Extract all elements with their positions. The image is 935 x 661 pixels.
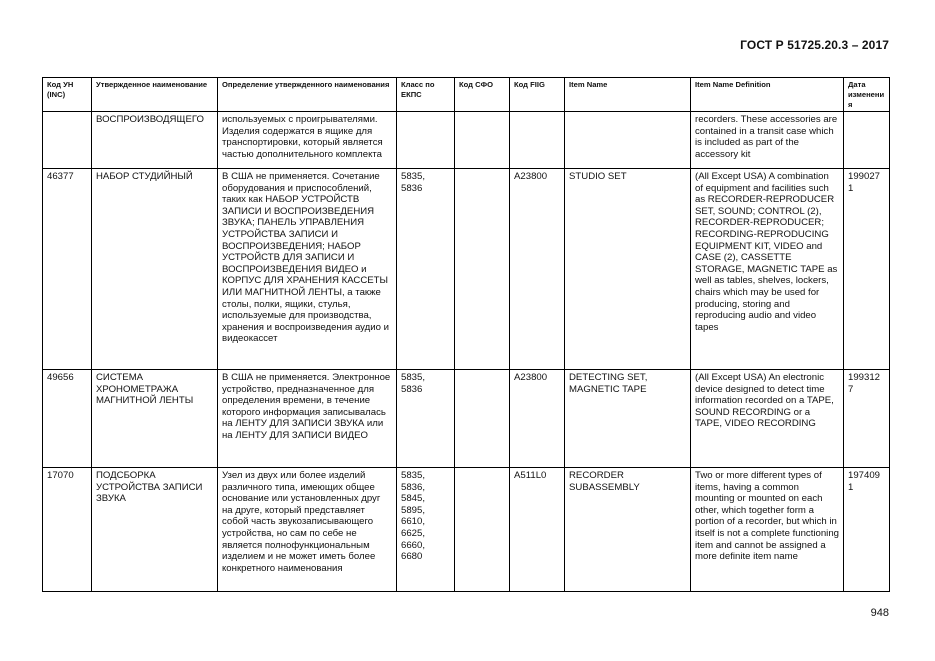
header-sfo-code: Код СФО: [455, 78, 510, 112]
cell-approved-name: ПОДСБОРКА УСТРОЙСТВА ЗАПИСИ ЗВУКА: [92, 468, 218, 592]
header-definition: Определение утвержденного наименования: [218, 78, 397, 112]
cell-definition: В США не применяется. Сочетание оборудования и приспособлений, таких как НАБОР УСТРОЙСТВ ЗАПИСИ И ВОСПРОИЗВЕДЕНИЯ ЗВУКА; ПАНЕЛЬ УПРАВЛЕНИЯ УСТРОЙСТВА ЗАПИСИ И ВОСПРОИЗВЕДЕНИЯ; НАБОР УСТРОЙСТВ ДЛЯ ЗАПИСИ И ВОСПРОИЗВЕДЕНИЯ ВИДЕО и КОРПУС ДЛЯ ХРАНЕНИЯ КАССЕТЫ ИЛИ МАГНИТНОЙ ЛЕНТЫ, а также столы, полки, ящики, стулья, используемые для производства, хранения и воспроизведения аудио и видеокассет: [218, 169, 397, 370]
cell-inc: 17070: [43, 468, 92, 592]
cell-item-name: DETECTING SET, MAGNETIC TAPE: [565, 370, 691, 468]
cell-item-name-definition: (All Except USA) A combination of equipment and facilities such as RECORDER-REPRODUCER SET, SOUND; CONTROL (2), RECORDER-REPRODUCER; RECORDING-REPRODUCING EQUIPMENT KIT, VIDEO and CASE (2), CASSETTE STORAGE, MAGNETIC TAPE as well as tables, shelves, lockers, chairs which may be used for producing, storing and reproducing audio and video tapes: [691, 169, 844, 370]
cell-ekps-class: 5835, 5836: [397, 169, 455, 370]
cell-item-name-definition: Two or more different types of items, having a common mounting or mounted on each other, which together form a portion of a recorder, but which in itself is not a complete functioning item and cannot be assigned a more definite item name: [691, 468, 844, 592]
table-row: [43, 169, 890, 370]
cell-item-name-definition: recorders. These accessories are contained in a transit case which is included as part of the accessory kit: [691, 112, 844, 169]
cell-approved-name: НАБОР СТУДИЙНЫЙ: [92, 169, 218, 370]
cell-ekps-class: [397, 112, 455, 169]
cell-definition: Узел из двух или более изделий различного типа, имеющих общее основание или установленных друг на друге, который представляет собой часть звукозаписывающего устройства, но сам по себе не является полнофункциональным изделием и не может иметь более конкретного наименования: [218, 468, 397, 592]
cell-inc: 46377: [43, 169, 92, 370]
cell-fiig-code: A23800: [510, 169, 565, 370]
table-header-row: [43, 78, 890, 112]
cell-approved-name: ВОСПРОИЗВОДЯЩЕГО: [92, 112, 218, 169]
header-approved-name: Утвержденное наименование: [92, 78, 218, 112]
cell-item-name: RECORDER SUBASSEMBLY: [565, 468, 691, 592]
document-title: ГОСТ Р 51725.20.3 – 2017: [740, 38, 889, 52]
classifier-table: [42, 77, 890, 592]
header-fiig-code: Код FIIG: [510, 78, 565, 112]
cell-change-date: 1974091: [844, 468, 890, 592]
cell-approved-name: СИСТЕМА ХРОНОМЕТРАЖА МАГНИТНОЙ ЛЕНТЫ: [92, 370, 218, 468]
cell-inc: 49656: [43, 370, 92, 468]
cell-definition: используемых с проигрывателями. Изделия содержатся в ящике для транспортировки, который является частью дополнительного комплекта: [218, 112, 397, 169]
cell-ekps-class: 5835, 5836, 5845, 5895, 6610, 6625, 6660, 6680: [397, 468, 455, 592]
cell-fiig-code: A511L0: [510, 468, 565, 592]
cell-sfo-code: [455, 112, 510, 169]
page-number: 948: [870, 607, 889, 619]
cell-item-name-definition: (All Except USA) An electronic device designed to detect time information recorded on a TAPE, SOUND RECORDING or a TAPE, VIDEO RECORDING: [691, 370, 844, 468]
header-ekps-class: Класс по ЕКПС: [397, 78, 455, 112]
cell-change-date: 1993127: [844, 370, 890, 468]
cell-sfo-code: [455, 468, 510, 592]
cell-change-date: 1990271: [844, 169, 890, 370]
header-change-date: Дата изменения: [844, 78, 890, 112]
table-row: [43, 112, 890, 169]
cell-fiig-code: A23800: [510, 370, 565, 468]
table-row: [43, 370, 890, 468]
cell-inc: [43, 112, 92, 169]
table-row: [43, 468, 890, 592]
cell-definition: В США не применяется. Электронное устройство, предназначенное для определения времени, в течение которого информация записывалась на ЛЕНТУ ДЛЯ ЗАПИСИ ЗВУКА или на ЛЕНТУ ДЛЯ ЗАПИСИ ВИДЕО: [218, 370, 397, 468]
cell-item-name: STUDIO SET: [565, 169, 691, 370]
header-item-name: Item Name: [565, 78, 691, 112]
header-inc: Код УН (INC): [43, 78, 92, 112]
cell-sfo-code: [455, 169, 510, 370]
header-item-name-definition: Item Name Definition: [691, 78, 844, 112]
cell-sfo-code: [455, 370, 510, 468]
cell-item-name: [565, 112, 691, 169]
cell-fiig-code: [510, 112, 565, 169]
cell-change-date: [844, 112, 890, 169]
cell-ekps-class: 5835, 5836: [397, 370, 455, 468]
